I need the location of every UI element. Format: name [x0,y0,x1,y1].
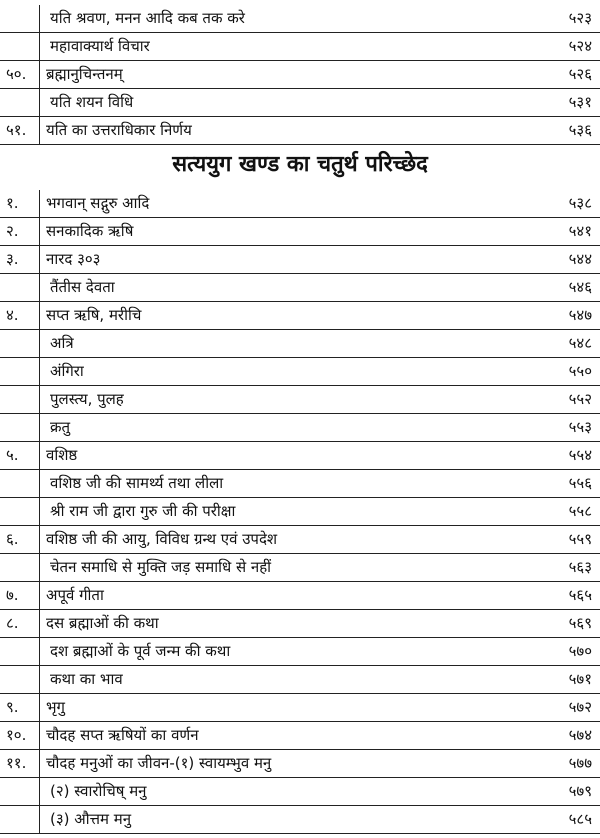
contents-entry [0,750,600,778]
entry-title: सनकादिक ऋषि [46,222,134,240]
contents-entry [0,722,600,750]
section-heading: सत्ययुग खण्ड का चतुर्थ परिच्छेद [172,152,428,177]
entry-title: सप्त ऋषि, मरीचि [46,306,142,324]
entry-number: ३. [6,250,19,268]
entry-number: ७. [6,586,19,604]
entry-number: ११. [6,754,27,772]
entry-title: महावाक्यार्थ विचार [50,37,150,55]
contents-entry [0,274,600,302]
entry-title: दस ब्रह्माओं की कथा [46,614,159,632]
entry-page-number: ५४६ [568,278,592,296]
entry-page-number: ५३६ [568,121,592,139]
contents-entry [0,33,600,61]
contents-entry [0,638,600,666]
entry-page-number: ५४१ [568,222,592,240]
entry-page-number: ५४४ [568,250,592,268]
entry-title: वशिष्ठ जी की सामर्थ्य तथा लीला [50,474,224,492]
contents-entry [0,117,600,145]
entry-title: यति शयन विधि [50,93,134,111]
entry-number: ५१. [6,121,27,139]
contents-entry [0,778,600,806]
entry-page-number: ५४८ [568,334,592,352]
entry-page-number: ५५० [568,362,592,380]
entry-title: कथा का भाव [50,670,123,688]
entry-title: चेतन समाधि से मुक्ति जड़ समाधि से नहीं [50,558,272,576]
column-divider [39,5,40,145]
contents-entry [0,414,600,442]
entry-page-number: ५५४ [568,446,592,464]
contents-entry [0,218,600,246]
contents-entry [0,470,600,498]
entry-title: (२) स्वारोचिष् मनु [50,782,147,800]
contents-entry [0,386,600,414]
contents-entry [0,554,600,582]
row-divider [0,833,600,834]
contents-entry [0,526,600,554]
contents-entry [0,442,600,470]
contents-entry [0,246,600,274]
entry-title: श्री राम जी द्वारा गुरु जी की परीक्षा [50,502,236,520]
entry-number: ८. [6,614,19,632]
entry-number: २. [6,222,19,240]
entry-title: नारद ३०३ [46,250,101,268]
contents-entry [0,61,600,89]
entry-title: वशिष्ठ जी की आयु, विविध ग्रन्थ एवं उपदेश [46,530,278,548]
entry-number: ४. [6,306,19,324]
entry-title: अपूर्व गीता [46,586,104,604]
entry-title: यति श्रवण, मनन आदि कब तक करे [50,9,245,27]
contents-entry [0,330,600,358]
entry-page-number: ५२४ [568,37,592,55]
entry-title: ब्रह्मानुचिन्तनम् [46,65,123,83]
contents-entry [0,190,600,218]
entry-page-number: ५६३ [568,558,592,576]
contents-entry [0,5,600,33]
entry-number: १. [6,194,19,212]
entry-page-number: ५६५ [568,586,592,604]
entry-title: दश ब्रह्माओं के पूर्व जन्म की कथा [50,642,231,660]
entry-number: ५. [6,446,19,464]
entry-title: क्रतु [50,418,71,436]
contents-entry [0,358,600,386]
entry-page-number: ५७७ [568,754,592,772]
entry-page-number: ५२३ [568,9,592,27]
entry-page-number: ५७९ [568,782,592,800]
contents-entry [0,498,600,526]
entry-page-number: ५३१ [568,93,592,111]
contents-entry [0,89,600,117]
entry-title: भृगु [46,698,65,716]
contents-entry [0,666,600,694]
entry-title: अत्रि [50,334,74,352]
entry-page-number: ५७४ [568,726,592,744]
entry-page-number: ५७२ [568,698,592,716]
entry-page-number: ५६९ [568,614,592,632]
entry-title: अंगिरा [50,362,84,380]
entry-title: वशिष्ठ [46,446,78,464]
entry-page-number: ५३८ [568,194,592,212]
entry-page-number: ५५३ [568,418,592,436]
entry-title: पुलस्त्य, पुलह [50,390,124,408]
contents-entry [0,806,600,834]
entry-page-number: ५७१ [568,670,592,688]
entry-page-number: ५५८ [568,502,592,520]
contents-entry [0,610,600,638]
entry-title: (३) औत्तम मनु [50,810,132,828]
entry-title: चौदह मनुओं का जीवन-(१) स्वायम्भुव मनु [46,754,272,772]
entry-page-number: ५५२ [568,390,592,408]
entry-number: ५०. [6,65,27,83]
entry-page-number: ५४७ [568,306,592,324]
entry-number: ९. [6,698,19,716]
row-divider [0,144,600,145]
entry-number: ६. [6,530,19,548]
entry-page-number: ५५९ [568,530,592,548]
entry-title: यति का उत्तराधिकार निर्णय [46,121,192,139]
column-divider [39,190,40,834]
entry-title: तैंतीस देवता [50,278,115,296]
entry-page-number: ५७० [568,642,592,660]
entry-page-number: ५५६ [568,474,592,492]
entry-title: भगवान् सद्गुरु आदि [46,194,150,212]
entry-title: चौदह सप्त ऋषियों का वर्णन [46,726,199,744]
contents-entry [0,694,600,722]
entry-page-number: ५८५ [568,810,592,828]
entry-number: १०. [6,726,27,744]
contents-entry [0,302,600,330]
contents-entry [0,582,600,610]
entry-page-number: ५२६ [568,65,592,83]
